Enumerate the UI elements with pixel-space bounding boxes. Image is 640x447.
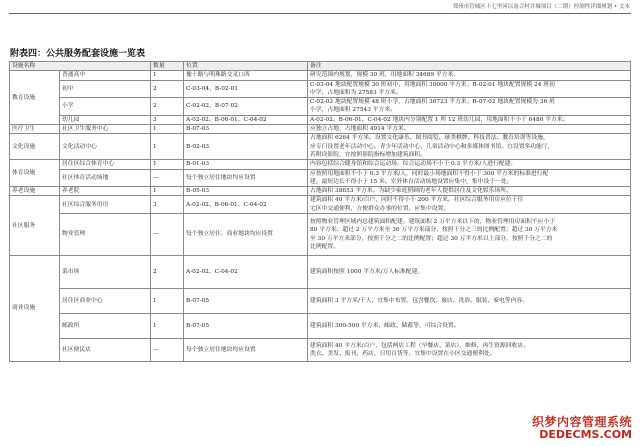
notes-line: 建筑面积 3 平方米/千人，宜集中布置，包含餐饮、旅店、洗浴、服装、家电等内容。 [310, 297, 529, 304]
notes-cell [308, 115, 631, 124]
notes-line: 建筑面积 300-500 平方米，邮政、储蓄等，可综合设置。 [310, 322, 460, 329]
location-cell: B-05-03 [184, 187, 308, 196]
notes-cell [308, 71, 631, 80]
facility-name-cell: 居住区综合体育中心 [60, 160, 151, 169]
location-cell: B-07-03 [184, 125, 308, 134]
notes-cell [308, 134, 631, 160]
quantity-cell: — [151, 169, 184, 187]
header-quantity: 数量 [151, 62, 184, 71]
quantity-cell: — [151, 339, 184, 362]
notes-cell [308, 196, 631, 214]
facility-name-cell: 养老院 [60, 187, 151, 196]
table-header-row [10, 62, 631, 71]
quantity-cell: 1 [151, 134, 184, 160]
location-cell: 每个独立居住地块均应设置 [184, 339, 308, 362]
facility-name-cell: 社区综合服务用房 [60, 196, 151, 214]
location-cell: A-02-02、B-06-01、C-04-02 [184, 115, 308, 124]
location-cell: B-07-05 [184, 314, 308, 339]
category-cell: 医疗卫生 [10, 125, 60, 134]
facilities-table [9, 61, 631, 362]
table-row [10, 187, 631, 196]
quantity-cell: 2 [151, 256, 184, 289]
notes-line: 建筑面积 40 平方米/百户，同时不得小于 200 平方米。社区综合服务用房应位于住 [310, 197, 524, 204]
quantity-cell: 1 [151, 289, 184, 314]
notes-line: 若附设影院，宜按照影院指标增加建筑面积。 [310, 151, 426, 158]
quantity-cell: 2 [151, 98, 184, 116]
table-row [10, 339, 631, 362]
notes-line: C-03-04 地块配置规模 30 班初中，用地面积 30000 平方米；B-02-01 地块配置规模 24 班初 [310, 81, 555, 88]
notes-line: 建筑面积 40 平方米/百户，包括两店工程（早餐店、菜店），维修、再生资源回收店、 [310, 342, 529, 349]
quantity-cell: 1 [151, 187, 184, 196]
table-row [10, 289, 631, 314]
header-notes: 备注 [308, 62, 631, 71]
location-cell: B-01-03 [184, 160, 308, 169]
category-cell: 文化设施 [10, 134, 60, 160]
quantity-cell: 1 [151, 125, 184, 134]
quantity-cell: — [151, 214, 184, 256]
table-row [10, 214, 631, 256]
notes-line: 宅区中交通便利，方便群众办事的位置，应集中设置。 [310, 205, 450, 212]
category-cell: 体育设施 [10, 160, 60, 187]
notes-line: 按照物业管理区域内总建筑面积配建。建筑面积 2 万平方米以下的，物业管理用房面积不应小于 [310, 218, 556, 225]
table-row [10, 71, 631, 80]
table-row [10, 196, 631, 214]
facility-name-cell: 物业管理 [60, 214, 151, 256]
notes-line: A-02-02、B-06-01、C-04-02 地块内分别配置 1 所 12 班幼儿园，用地面积不小于 6480 平方米； [310, 116, 569, 123]
facility-name-cell: 邮政所 [60, 314, 151, 339]
category-cell: 教育设施 [10, 71, 60, 125]
notes-line: 应独立占地，占地面积 4914 平方米。 [310, 126, 410, 133]
location-cell: 每个独立居住地块均应设置 [184, 169, 308, 187]
table-row [10, 160, 631, 169]
notes-line: 占地面积 6264 平方米。设置文化康乐、图书阅览、球类棋牌、科技普法、教育培训等设施， [310, 135, 549, 142]
watermark-line1: 织梦内容管理系统 [531, 415, 632, 429]
watermark-logo [532, 416, 632, 441]
table-row [10, 115, 631, 124]
notes-cell [308, 80, 631, 98]
notes-cell [308, 160, 631, 169]
facility-name-cell: 社区体育活动场地 [60, 169, 151, 187]
header-facility: 设施名称 [10, 62, 151, 71]
notes-cell [308, 314, 631, 339]
notes-line: 内容包括综合健身馆和综合运动场，综合运动场不小于 0.3 平方米/人进行配建。 [310, 161, 517, 168]
facility-name-cell: 社区卫生服务中心 [60, 125, 151, 134]
quantity-cell: 3 [151, 196, 184, 214]
table-row [10, 314, 631, 339]
notes-cell [308, 289, 631, 314]
quantity-cell: 1 [151, 314, 184, 339]
facility-name-cell: 社区便民店 [60, 339, 151, 362]
location-cell: A-02-02、C-04-02 [184, 256, 308, 289]
quantity-cell: 1 [151, 160, 184, 169]
watermark-line2: DEDECMS.COM [539, 428, 632, 441]
notes-line: 比例配置。 [310, 243, 340, 250]
header-rule [9, 13, 631, 14]
notes-line: 中学，占地面积为 27583 平方米。 [310, 89, 402, 96]
facility-name-cell: 菜市场 [60, 256, 151, 289]
notes-cell [308, 169, 631, 187]
running-header: 郑州市管城区十七里河以南合村并城项目（二期）控制性详细规划 • 文本 [452, 4, 630, 10]
notes-line: 建筑面积按照 1000 平方米/万人标准配建。 [310, 268, 424, 275]
notes-line: 应按照用地面积不小于 0.3 平方米/人，同时最小场地面积不得小于 300 平方米的标准进行配 [310, 170, 549, 177]
location-cell: 每个独立居住、商业地块均应设置 [184, 214, 308, 256]
notes-line: 应专门设置老年活动中心、青少年活动中心、儿童活动中心和多媒体图书馆。宜设置多功能厅， [310, 143, 554, 150]
facility-name-cell: 文化活动中心 [60, 134, 151, 160]
quantity-cell: 1 [151, 71, 184, 80]
location-cell: C-02-02、B-07-02 [184, 98, 308, 116]
table-row [10, 169, 631, 187]
table-row [10, 80, 631, 98]
notes-cell [308, 187, 631, 196]
table-row [10, 256, 631, 289]
notes-line: 洗衣、美发、报刊、药店、日用百货等。宜集中设置在小区交通便利处。 [310, 351, 496, 358]
category-cell: 社区服务 [10, 196, 60, 256]
notes-cell [308, 125, 631, 134]
table-row [10, 98, 631, 116]
facility-name-cell: 小学 [60, 98, 151, 116]
notes-line: 至 30 万平方米部分，按照千分之二的比例配置；超过 30 万平方米以上部分，按照千分之二的 [310, 235, 553, 242]
notes-line: 80 平方米；超过 2 万平方米至 30 万平方米部分，按照千分之三的比例配置；超过 30 万平方米 [310, 227, 558, 234]
location-cell: B-07-05 [184, 289, 308, 314]
header-location: 位置 [184, 62, 308, 71]
notes-line: 研究范围内规划，规模 30 班，用地面积 34689 平方米。 [310, 72, 460, 79]
notes-cell [308, 214, 631, 256]
notes-cell [308, 339, 631, 362]
notes-cell [308, 98, 631, 116]
table-row [10, 125, 631, 134]
facility-name-cell: 幼儿园 [60, 115, 151, 124]
notes-cell [308, 256, 631, 289]
quantity-cell: 2 [151, 80, 184, 98]
notes-line: 小学，占地面积 27543 平方米。 [310, 107, 396, 114]
location-cell: B-02-03 [184, 134, 308, 160]
facility-name-cell: 初中 [60, 80, 151, 98]
category-cell: 商业设施 [10, 256, 60, 362]
notes-line: 占地面积 38653 平方米。为缺少家庭照顾的老年人提供居住及文化娱乐场所。 [310, 188, 512, 195]
facility-name-cell: 居住区商业中心 [60, 289, 151, 314]
notes-line: 建，最短边长不得小于 15 米。室外体育活动场地设置应集中，集中设于一处。 [310, 178, 513, 185]
location-cell: 豫十路与明珠路交叉口西 [184, 71, 308, 80]
notes-line: C-02-02 地块配置规模 48 班小学，占地面积 36723 平方米；B-07-02 地块配置规模为 36 班 [310, 99, 555, 106]
location-cell: A-02-02、B-06-01、C-04-02 [184, 196, 308, 214]
location-cell: C-03-04、B-02-01 [184, 80, 308, 98]
facility-name-cell: 普通高中 [60, 71, 151, 80]
category-cell: 养老设施 [10, 187, 60, 196]
quantity-cell: 3 [151, 115, 184, 124]
table-row [10, 134, 631, 160]
table-title: 附表四：公共服务配套设施一览表 [10, 49, 146, 59]
